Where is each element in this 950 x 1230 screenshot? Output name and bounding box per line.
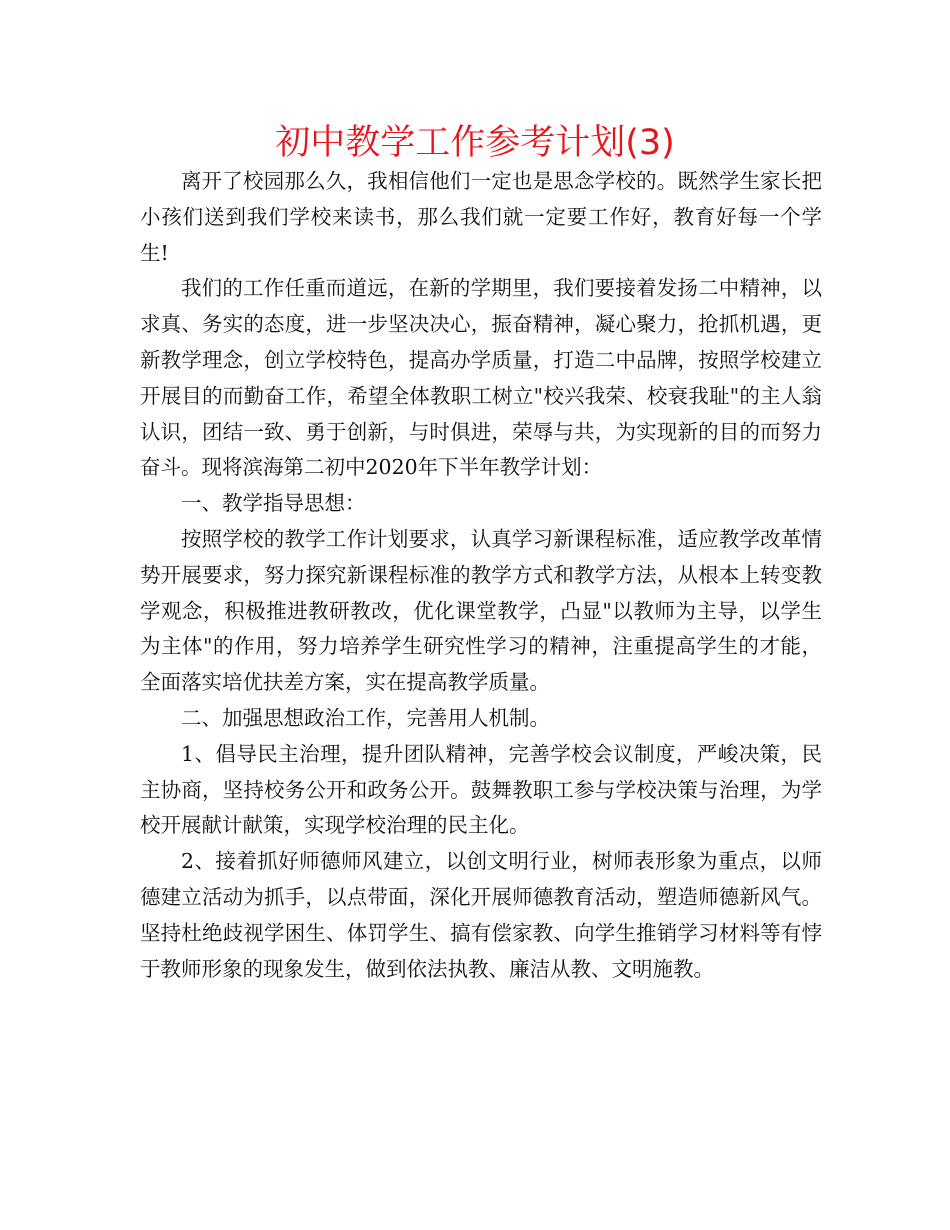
paragraph-item-1: 1、倡导民主治理，提升团队精神，完善学校会议制度，严峻决策，民主协商，坚持校务公开和政务公开。鼓舞教职工参与学校决策与治理，为学校开展献计献策，实现学校治理的民主化。 xyxy=(140,741,822,838)
section-heading-political-work: 二、加强思想政治工作，完善用人机制。 xyxy=(181,705,550,730)
paragraph-intro: 离开了校园那么久，我相信他们一定也是思念学校的。既然学生家长把小孩们送到我们学校来读书，那么我们就一定要工作好，教育好每一个学生! xyxy=(140,169,822,265)
document-title: 初中教学工作参考计划(3) xyxy=(275,123,675,163)
document-body xyxy=(140,164,822,987)
section-heading-guiding-thought: 一、教学指导思想： xyxy=(181,491,366,516)
paragraph-guiding-thought: 按照学校的教学工作计划要求，认真学习新课程标准，适应教学改革情势开展要求，努力探究新课程标准的教学方式和教学方法，从根本上转变教学观念，积极推进教研教改，优化课堂教学，凸显"以教师为主导，以学生为主体"的作用，努力培养学生研究性学习的精神，注重提高学生的才能，全面落实培优扶差方案，实在提高教学质量。 xyxy=(140,526,822,695)
paragraph-item-2: 2、接着抓好师德师风建立，以创文明行业，树师表形象为重点，以师德建立活动为抓手，以点带面，深化开展师德教育活动，塑造师德新风气。坚持杜绝歧视学困生、体罚学生、搞有偿家教、向学生推销学习材料等有悖于教师形象的现象发生，做到依法执教、廉洁从教、文明施教。 xyxy=(140,849,822,981)
paragraph-goals: 我们的工作任重而道远，在新的学期里，我们要接着发扬二中精神，以求真、务实的态度，进一步坚决决心，振奋精神，凝心聚力，抢抓机遇，更新教学理念，创立学校特色，提高办学质量，打造二中品牌，按照学校建立开展目的而勤奋工作，希望全体教职工树立"校兴我荣、校衰我耻"的主人翁认识，团结一致、勇于创新，与时俱进，荣辱与共，为实现新的目的而努力奋斗。现将滨海第二初中2020年下半年教学计划： xyxy=(140,276,822,480)
